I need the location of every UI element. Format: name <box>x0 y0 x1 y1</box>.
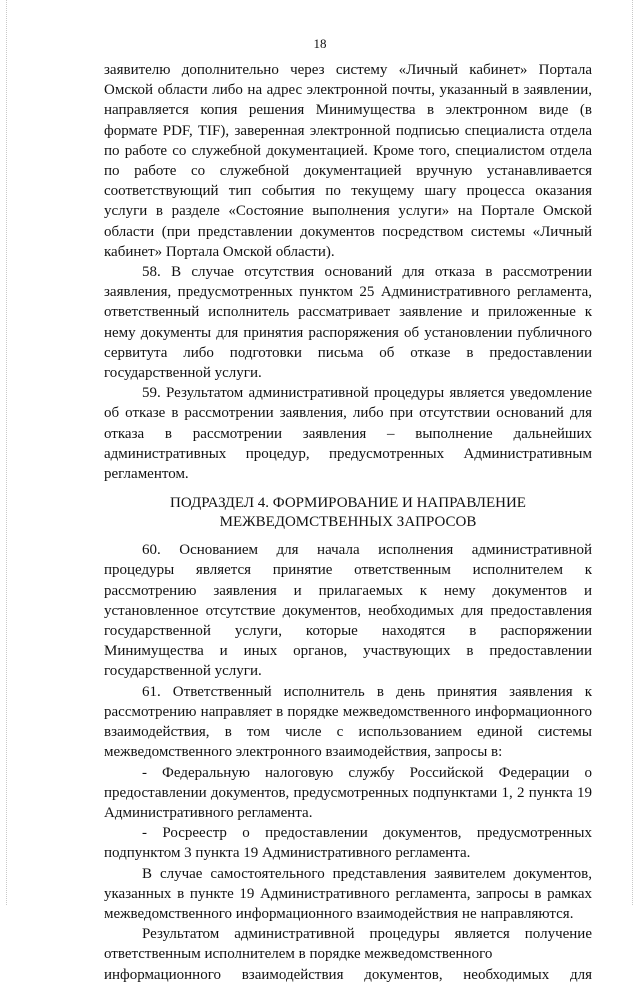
last-line-word: документов, <box>364 966 443 983</box>
paragraph-self-submission: В случае самостоятельного представления заявителем документов, указанных в пункте 19 Административного регламента, запросы в рамках межведомственного информационного взаимодействия не направляются. <box>104 865 592 922</box>
page-number: 18 <box>313 36 327 51</box>
paragraph-59: 59. Результатом административной процедуры является уведомление об отказе в рассмотрении заявления, либо при отсутствии оснований для отказа в рассмотрении заявления – выполнение дальнейших административных процедур, предусмотренных Административным регламентом. <box>104 385 592 483</box>
subsection-heading <box>104 494 592 532</box>
subsection-heading-line-2: МЕЖВЕДОМСТВЕННЫХ ЗАПРОСОВ <box>219 514 477 531</box>
scan-edge-right <box>632 0 634 905</box>
scan-edge-left <box>6 0 8 905</box>
last-line-word: для <box>569 966 592 983</box>
paragraph-61: 61. Ответственный исполнитель в день принятия заявления к рассмотрению направляет в порядке межведомственного информационного взаимодействия, в том числе с использованием единой системы межведомственного электронного взаимодействия, запросы в: <box>104 683 592 761</box>
paragraph-result: Результатом административной процедуры является получение ответственным исполнителем в порядке межведомственного <box>104 926 592 963</box>
subsection-heading-line-1: ПОДРАЗДЕЛ 4. ФОРМИРОВАНИЕ И НАПРАВЛЕНИЕ <box>170 495 526 512</box>
paragraph-58: 58. В случае отсутствия оснований для отказа в рассмотрении заявления, предусмотренных пунктом 25 Административного регламента, ответственный исполнитель рассматривает заявление и приложенные к нему документы для принятия распоряжения об установлении публичного сервитута либо подготовки письма об отказе в предоставлении государственной услуги. <box>104 264 592 382</box>
last-line-word: информационного <box>104 966 221 983</box>
list-item-tax-service: - Федеральную налоговую службу Российской Федерации о предоставлении документов, предусмотренных подпунктами 1, 2 пункта 19 Административного регламента. <box>104 764 592 821</box>
list-item-rosreestr: - Росреестр о предоставлении документов, предусмотренных подпунктом 3 пункта 19 Административного регламента. <box>104 825 592 862</box>
continuation-paragraph: заявителю дополнительно через систему «Личный кабинет» Портала Омской области либо на адрес электронной почты, указанный в заявлении, направляется копия решения Минимущества в электронном виде (в формате PDF, TIF), заверенная электронной подписью специалиста отдела по работе со служебной документацией. Кроме того, специалистом отдела по работе со служебной документацией вручную устанавливается соответствующий тип события по текущему шагу процесса оказания услуги в разделе «Состояние выполнения услуги» на Портале Омской области (при представлении документов посредством системы «Личный кабинет» Портала Омской области). <box>104 62 592 260</box>
document-body <box>104 60 592 985</box>
last-line-word: необходимых <box>463 966 550 983</box>
last-line-word: взаимодействия <box>241 966 344 983</box>
last-line <box>104 965 592 985</box>
paragraph-60: 60. Основанием для начала исполнения административной процедуры является принятие ответственным исполнителем к рассмотрению заявления и прилагаемых к нему документов и установленное отсутствие документов, необходимых для предоставления государственной услуги, которые находятся в распоряжении Минимущества и иных органов, участвующих в предоставлении государственной услуги. <box>104 542 592 680</box>
